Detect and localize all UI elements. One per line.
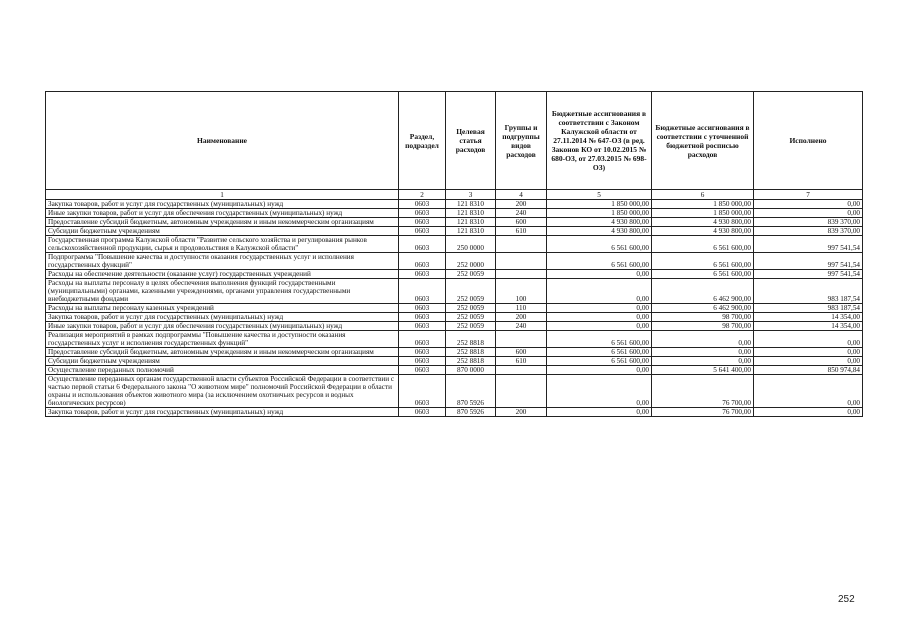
cell-group: 200	[496, 313, 547, 322]
cell-executed: 997 541,54	[754, 253, 863, 270]
table-row	[46, 227, 863, 236]
cell-executed: 14 354,00	[754, 313, 863, 322]
cell-refined: 0,00	[652, 348, 754, 357]
cell-name: Закупка товаров, работ и услуг для государственных (муниципальных) нужд	[46, 313, 399, 322]
cell-target: 870 5926	[446, 408, 496, 417]
cell-executed: 850 974,84	[754, 366, 863, 375]
cell-refined: 1 850 000,00	[652, 209, 754, 218]
cell-law: 0,00	[547, 313, 652, 322]
table-row	[46, 200, 863, 209]
cell-refined: 6 462 900,00	[652, 279, 754, 304]
cell-refined: 4 930 800,00	[652, 227, 754, 236]
column-numbers-row	[46, 190, 863, 200]
cell-section: 0603	[399, 366, 446, 375]
cell-refined: 4 930 800,00	[652, 218, 754, 227]
header-name: Наименование	[46, 92, 399, 190]
cell-name: Расходы на обеспечение деятельности (оказание услуг) государственных учреждений	[46, 270, 399, 279]
cell-law: 6 561 600,00	[547, 236, 652, 253]
column-number: 6	[652, 190, 754, 200]
cell-refined: 0,00	[652, 357, 754, 366]
cell-section: 0603	[399, 218, 446, 227]
cell-target: 252 8818	[446, 357, 496, 366]
cell-group: 600	[496, 348, 547, 357]
cell-section: 0603	[399, 236, 446, 253]
table-row	[46, 366, 863, 375]
column-number: 2	[399, 190, 446, 200]
cell-law: 0,00	[547, 270, 652, 279]
cell-refined: 6 561 600,00	[652, 253, 754, 270]
cell-executed: 0,00	[754, 348, 863, 357]
cell-name: Закупка товаров, работ и услуг для государственных (муниципальных) нужд	[46, 200, 399, 209]
cell-target: 121 8310	[446, 218, 496, 227]
cell-group	[496, 366, 547, 375]
cell-section: 0603	[399, 375, 446, 408]
cell-section: 0603	[399, 348, 446, 357]
cell-group	[496, 253, 547, 270]
cell-executed: 997 541,54	[754, 236, 863, 253]
column-number: 4	[496, 190, 547, 200]
table-row	[46, 313, 863, 322]
cell-group: 600	[496, 218, 547, 227]
cell-section: 0603	[399, 322, 446, 331]
cell-name: Иные закупки товаров, работ и услуг для обеспечения государственных (муниципальных) нужд	[46, 209, 399, 218]
header-row	[46, 92, 863, 190]
table-row	[46, 270, 863, 279]
cell-refined: 76 700,00	[652, 408, 754, 417]
cell-name: Расходы на выплаты персоналу в целях обеспечения выполнения функций государственными (муниципальными) органами, казенными учреждениями, органами управления государственными внебюджетными фондами	[46, 279, 399, 304]
cell-group: 200	[496, 200, 547, 209]
cell-executed: 983 187,54	[754, 304, 863, 313]
cell-group	[496, 236, 547, 253]
cell-target: 870 5926	[446, 375, 496, 408]
budget-table	[45, 91, 863, 417]
cell-refined: 5 641 400,00	[652, 366, 754, 375]
cell-law: 0,00	[547, 322, 652, 331]
header-target: Целевая статья расходов	[446, 92, 496, 190]
cell-section: 0603	[399, 408, 446, 417]
cell-section: 0603	[399, 279, 446, 304]
cell-refined: 98 700,00	[652, 313, 754, 322]
cell-name: Предоставление субсидий бюджетным, автономным учреждениям и иным некоммерческим организациям	[46, 348, 399, 357]
cell-target: 252 0059	[446, 279, 496, 304]
cell-section: 0603	[399, 357, 446, 366]
cell-section: 0603	[399, 200, 446, 209]
cell-executed: 0,00	[754, 408, 863, 417]
cell-executed: 0,00	[754, 200, 863, 209]
cell-group	[496, 375, 547, 408]
cell-group: 610	[496, 227, 547, 236]
cell-refined: 6 561 600,00	[652, 270, 754, 279]
table-row	[46, 357, 863, 366]
cell-law: 0,00	[547, 279, 652, 304]
cell-section: 0603	[399, 304, 446, 313]
cell-section: 0603	[399, 270, 446, 279]
cell-law: 1 850 000,00	[547, 200, 652, 209]
cell-name: Осуществление переданных полномочий	[46, 366, 399, 375]
cell-section: 0603	[399, 331, 446, 348]
cell-refined: 6 561 600,00	[652, 236, 754, 253]
cell-name: Осуществление переданных органам государственной власти субъектов Российской Федерации в соответствии с частью первой статьи 6 Федерального закона "О животном мире" полномочий Российской Федерации в области охраны и использования объектов животного мира (за исключением охотничьих ресурсов и водных биологических ресурсов)	[46, 375, 399, 408]
cell-law: 0,00	[547, 375, 652, 408]
column-number: 1	[46, 190, 399, 200]
table-row	[46, 253, 863, 270]
cell-executed: 997 541,54	[754, 270, 863, 279]
cell-law: 0,00	[547, 408, 652, 417]
cell-refined: 76 700,00	[652, 375, 754, 408]
cell-law: 4 930 800,00	[547, 218, 652, 227]
cell-target: 252 0059	[446, 313, 496, 322]
table-row	[46, 304, 863, 313]
cell-refined: 98 700,00	[652, 322, 754, 331]
cell-name: Субсидии бюджетным учреждениям	[46, 227, 399, 236]
cell-group: 100	[496, 279, 547, 304]
page-number: 252	[838, 594, 855, 605]
cell-refined: 0,00	[652, 331, 754, 348]
cell-law: 6 561 600,00	[547, 357, 652, 366]
header-group: Группы и подгруппы видов расходов	[496, 92, 547, 190]
cell-executed: 0,00	[754, 331, 863, 348]
cell-law: 1 850 000,00	[547, 209, 652, 218]
table-row	[46, 408, 863, 417]
cell-group: 110	[496, 304, 547, 313]
cell-name: Реализация мероприятий в рамках подпрограммы "Повышение качества и доступности оказания государственных услуг и исполнения государственных функций"	[46, 331, 399, 348]
column-number: 5	[547, 190, 652, 200]
table-row	[46, 236, 863, 253]
cell-executed: 0,00	[754, 209, 863, 218]
cell-refined: 1 850 000,00	[652, 200, 754, 209]
cell-group: 240	[496, 322, 547, 331]
cell-section: 0603	[399, 253, 446, 270]
cell-name: Иные закупки товаров, работ и услуг для обеспечения государственных (муниципальных) нужд	[46, 322, 399, 331]
column-number: 3	[446, 190, 496, 200]
cell-name: Государственная программа Калужской области "Развитие сельского хозяйства и регулирования рынков сельскохозяйственной продукции, сырья и продовольствия в Калужской области"	[46, 236, 399, 253]
cell-target: 121 8310	[446, 209, 496, 218]
cell-target: 252 0059	[446, 304, 496, 313]
cell-target: 252 8818	[446, 348, 496, 357]
cell-law: 6 561 600,00	[547, 331, 652, 348]
cell-target: 252 8818	[446, 331, 496, 348]
cell-law: 4 930 800,00	[547, 227, 652, 236]
cell-section: 0603	[399, 227, 446, 236]
cell-executed: 839 370,00	[754, 227, 863, 236]
cell-name: Предоставление субсидий бюджетным, автономным учреждениям и иным некоммерческим организациям	[46, 218, 399, 227]
cell-group: 240	[496, 209, 547, 218]
table-row	[46, 322, 863, 331]
cell-group: 200	[496, 408, 547, 417]
cell-target: 870 0000	[446, 366, 496, 375]
cell-law: 0,00	[547, 304, 652, 313]
column-number: 7	[754, 190, 863, 200]
header-executed: Исполнено	[754, 92, 863, 190]
cell-executed: 0,00	[754, 375, 863, 408]
header-law: Бюджетные ассигнования в соответствии с Законом Калужской области от 27.11.2014 № 647-ОЗ (в ред. Законов КО от 10.02.2015 № 680-ОЗ, от 27.03.2015 № 698-ОЗ)	[547, 92, 652, 190]
header-section: Раздел, подраздел	[399, 92, 446, 190]
table-row	[46, 209, 863, 218]
cell-law: 0,00	[547, 366, 652, 375]
cell-target: 252 0059	[446, 322, 496, 331]
cell-executed: 14 354,00	[754, 322, 863, 331]
cell-target: 121 8310	[446, 227, 496, 236]
cell-executed: 983 187,54	[754, 279, 863, 304]
cell-refined: 6 462 900,00	[652, 304, 754, 313]
cell-law: 6 561 600,00	[547, 253, 652, 270]
table-row	[46, 331, 863, 348]
cell-name: Субсидии бюджетным учреждениям	[46, 357, 399, 366]
cell-name: Закупка товаров, работ и услуг для государственных (муниципальных) нужд	[46, 408, 399, 417]
table-row	[46, 348, 863, 357]
cell-target: 252 0000	[446, 253, 496, 270]
table-row	[46, 279, 863, 304]
cell-name: Подпрограмма "Повышение качества и доступности оказания государственных услуг и исполнения государственных функций"	[46, 253, 399, 270]
cell-executed: 839 370,00	[754, 218, 863, 227]
cell-law: 6 561 600,00	[547, 348, 652, 357]
cell-target: 252 0059	[446, 270, 496, 279]
cell-name: Расходы на выплаты персоналу казенных учреждений	[46, 304, 399, 313]
cell-group: 610	[496, 357, 547, 366]
header-refined: Бюджетные ассигнования в соответствии с уточненной бюджетной росписью расходов	[652, 92, 754, 190]
cell-target: 250 0000	[446, 236, 496, 253]
cell-section: 0603	[399, 313, 446, 322]
cell-group	[496, 331, 547, 348]
table-row	[46, 218, 863, 227]
cell-executed: 0,00	[754, 357, 863, 366]
cell-group	[496, 270, 547, 279]
cell-section: 0603	[399, 209, 446, 218]
table-row	[46, 375, 863, 408]
table-body	[46, 200, 863, 417]
cell-target: 121 8310	[446, 200, 496, 209]
